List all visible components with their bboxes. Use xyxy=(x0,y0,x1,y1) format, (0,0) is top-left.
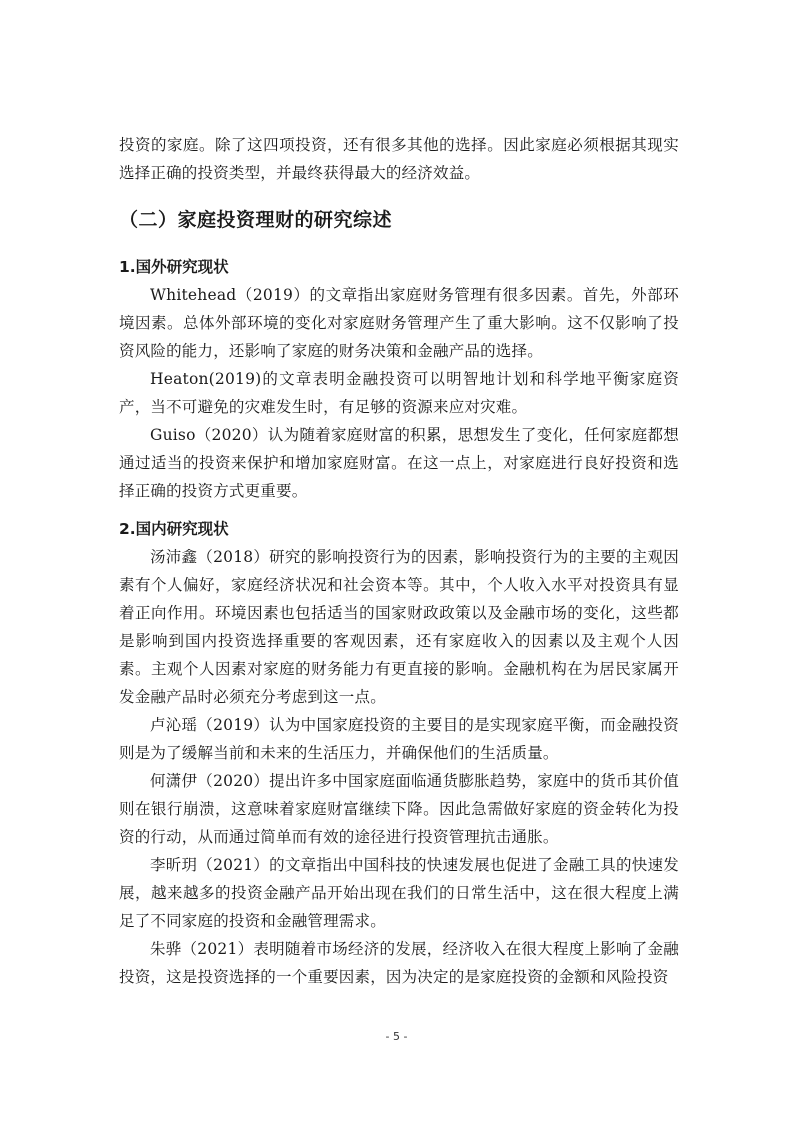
page-content xyxy=(119,131,679,991)
foreign-paragraph-guiso: Guiso（2020）认为随着家庭财富的积累，思想发生了变化，任何家庭都想通过适当的投资来保护和增加家庭财富。在这一点上，对家庭进行良好投资和选择正确的投资方式更重要。 xyxy=(119,426,679,500)
domestic-paragraph-zhu: 朱骅（2021）表明随着市场经济的发展，经济收入在很大程度上影响了金融投资，这是投资选择的一个重要因素，因为决定的是家庭投资的金额和风险投资 xyxy=(119,940,679,986)
domestic-paragraph-he: 何潇伊（2020）提出许多中国家庭面临通货膨胀趋势，家庭中的货币其价值则在银行崩溃，这意味着家庭财富继续下降。因此急需做好家庭的资金转化为投资的行动，从而通过简单而有效的途径进行投资管理抗击通胀。 xyxy=(119,772,679,846)
foreign-research-heading: 1.国外研究现状 xyxy=(119,258,229,276)
foreign-paragraph-heaton: Heaton(2019)的文章表明金融投资可以明智地计划和科学地平衡家庭资产，当不可避免的灾难发生时，有足够的资源来应对灾难。 xyxy=(119,370,679,416)
domestic-paragraph-tang: 汤沛鑫（2018）研究的影响投资行为的因素，影响投资行为的主要的主观因素有个人偏好，家庭经济状况和社会资本等。其中，个人收入水平对投资具有显着正向作用。环境因素也包括适当的国家财政政策以及金融市场的变化，这些都是影响到国内投资选择重要的客观因素，还有家庭收入的因素以及主观个人因素。主观个人因素对家庭的财务能力有更直接的影响。金融机构在为居民家属开发金融产品时必须充分考虑到这一点。 xyxy=(119,548,679,706)
section-title: （二）家庭投资理财的研究综述 xyxy=(119,209,393,231)
domestic-paragraph-li: 李昕玥（2021）的文章指出中国科技的快速发展也促进了金融工具的快速发展，越来越多的投资金融产品开始出现在我们的日常生活中，这在很大程度上满足了不同家庭的投资和金融管理需求。 xyxy=(119,856,679,930)
domestic-research-heading: 2.国内研究现状 xyxy=(119,520,229,538)
domestic-paragraph-lu: 卢沁瑶（2019）认为中国家庭投资的主要目的是实现家庭平衡，而金融投资则是为了缓解当前和未来的生活压力，并确保他们的生活质量。 xyxy=(119,716,679,762)
intro-paragraph: 投资的家庭。除了这四项投资，还有很多其他的选择。因此家庭必须根据其现实选择正确的投资类型，并最终获得最大的经济效益。 xyxy=(119,136,679,182)
foreign-paragraph-whitehead: Whitehead（2019）的文章指出家庭财务管理有很多因素。首先，外部环境因素。总体外部环境的变化对家庭财务管理产生了重大影响。这不仅影响了投资风险的能力，还影响了家庭的财务决策和金融产品的选择。 xyxy=(119,286,679,360)
page-number: - 5 - xyxy=(385,1030,408,1043)
